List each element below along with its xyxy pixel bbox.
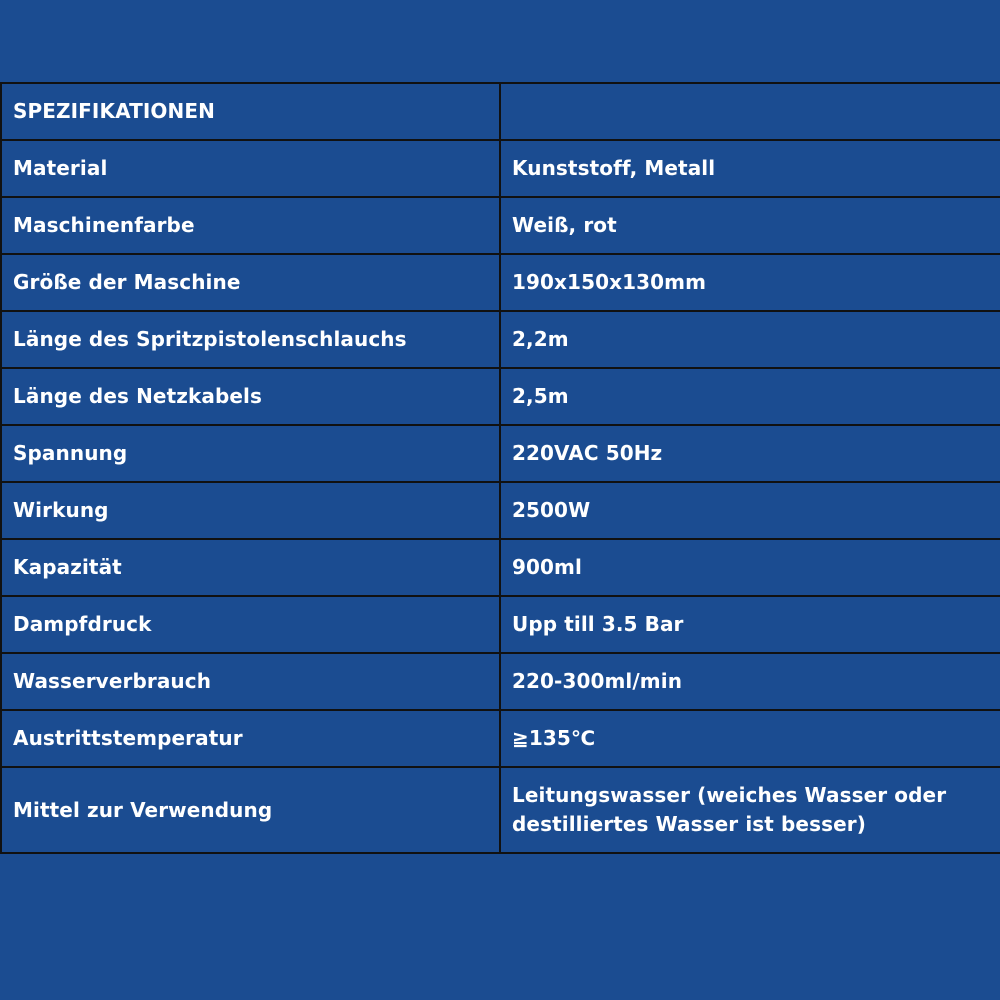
spec-label: Kapazität — [1, 539, 500, 596]
table-row — [1, 653, 1000, 710]
spec-label: Spannung — [1, 425, 500, 482]
table-row — [1, 197, 1000, 254]
spec-value: 220VAC 50Hz — [500, 425, 1000, 482]
spec-value: 900ml — [500, 539, 1000, 596]
table-row — [1, 710, 1000, 767]
spec-value: 190x150x130mm — [500, 254, 1000, 311]
table-row — [1, 425, 1000, 482]
table-header-value — [500, 83, 1000, 140]
spec-value: 2,2m — [500, 311, 1000, 368]
table-row — [1, 767, 1000, 853]
spec-value: 2500W — [500, 482, 1000, 539]
spec-value: 220-300ml/min — [500, 653, 1000, 710]
spec-label: Material — [1, 140, 500, 197]
spec-value: Upp till 3.5 Bar — [500, 596, 1000, 653]
table-row — [1, 140, 1000, 197]
spec-label: Mittel zur Verwendung — [1, 767, 500, 853]
spec-label: Austrittstemperatur — [1, 710, 500, 767]
table-row — [1, 311, 1000, 368]
spec-value: 2,5m — [500, 368, 1000, 425]
spec-value: ≧135℃ — [500, 710, 1000, 767]
spec-label: Maschinenfarbe — [1, 197, 500, 254]
spec-value: Weiß, rot — [500, 197, 1000, 254]
spec-label: Dampfdruck — [1, 596, 500, 653]
spec-value: Leitungswasser (weiches Wasser oder destilliertes Wasser ist besser) — [500, 767, 1000, 853]
table-row — [1, 596, 1000, 653]
spec-label: Größe der Maschine — [1, 254, 500, 311]
table-row — [1, 254, 1000, 311]
spec-label: Länge des Spritzpistolenschlauchs — [1, 311, 500, 368]
table-header-row — [1, 83, 1000, 140]
table-header-label: SPEZIFIKATIONEN — [1, 83, 500, 140]
table-row — [1, 482, 1000, 539]
spec-label: Wasserverbrauch — [1, 653, 500, 710]
specifications-table — [0, 82, 1000, 854]
spec-label: Wirkung — [1, 482, 500, 539]
spec-value: Kunststoff, Metall — [500, 140, 1000, 197]
spec-label: Länge des Netzkabels — [1, 368, 500, 425]
table-row — [1, 368, 1000, 425]
table-row — [1, 539, 1000, 596]
